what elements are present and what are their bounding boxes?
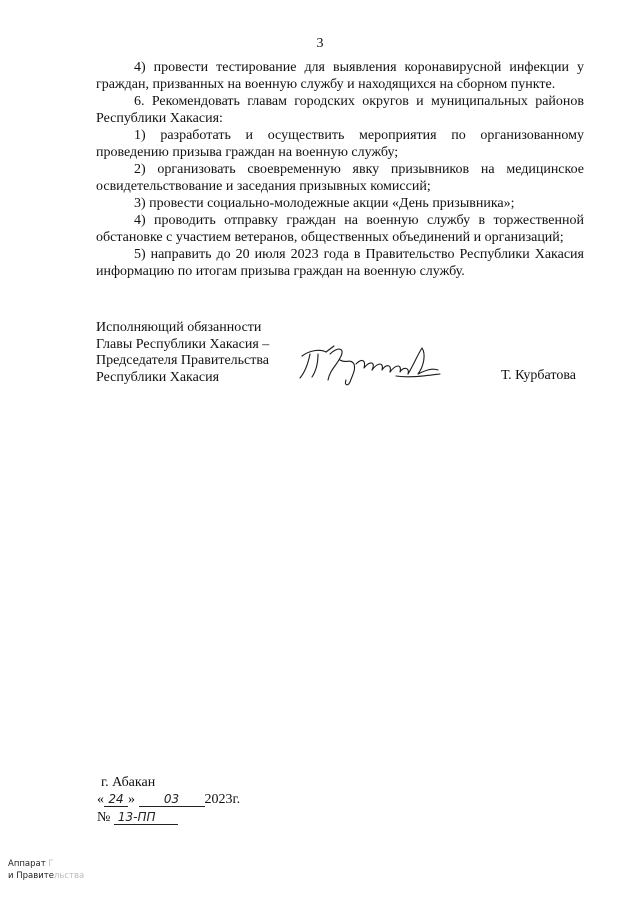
paragraph-item-2: 2) организовать своевременную явку призывников на медицинское освидетельствование и заседания призывных комиссий; bbox=[96, 162, 584, 194]
document-number: 13-ПП bbox=[114, 810, 178, 825]
stamp-text: Аппарат bbox=[8, 859, 46, 869]
paragraph-testing: 4) провести тестирование для выявления коронавирусной инфекции у граждан, призванных на военную службу и находящихся на сборном пункте. bbox=[96, 60, 584, 92]
signatory-name: Т. Курбатова bbox=[501, 368, 576, 383]
date-open-quote: « bbox=[97, 792, 104, 807]
document-body bbox=[96, 59, 584, 280]
date-year: 2023г. bbox=[204, 792, 241, 807]
paragraph-item-4: 4) проводить отправку граждан на военную службу в торжественной обстановке с участием ветеранов, общественных объединений и организаций; bbox=[96, 213, 584, 245]
paragraph-item-1: 1) разработать и осуществить мероприятия по организованному проведению призыва граждан на военную службу; bbox=[96, 128, 584, 160]
paragraph-item-5: 5) направить до 20 июля 2023 года в Правительство Республики Хакасия информацию по итогам призыва граждан на военную службу. bbox=[96, 247, 584, 279]
date-day: 24 bbox=[104, 792, 128, 807]
signatory-line: Главы Республики Хакасия – bbox=[96, 336, 270, 352]
signatory-line: Исполняющий обязанности bbox=[96, 320, 262, 335]
office-stamp bbox=[8, 858, 84, 882]
handwritten-signature bbox=[296, 340, 446, 390]
place-of-signing: г. Абакан bbox=[101, 775, 156, 790]
page-number: 3 bbox=[316, 36, 324, 51]
paragraph-item-3: 3) провести социально-молодежные акции «День призывника»; bbox=[134, 196, 515, 211]
date-line bbox=[97, 792, 240, 808]
date-close-quote: » bbox=[128, 792, 135, 807]
signatory-title bbox=[96, 320, 296, 386]
stamp-text-faint: льства bbox=[53, 871, 85, 881]
stamp-text-faint: Г bbox=[48, 859, 54, 869]
date-month: 03 bbox=[139, 792, 205, 807]
number-sign: № bbox=[97, 810, 111, 825]
paragraph-recommendation: 6. Рекомендовать главам городских округов и муниципальных районов Республики Хакасия: bbox=[96, 94, 584, 126]
stamp-text: и Правите bbox=[8, 871, 54, 881]
signatory-line: Республики Хакасия bbox=[96, 369, 220, 385]
signatory-line: Председателя Правительства bbox=[96, 353, 270, 368]
document-number-line bbox=[97, 810, 178, 826]
